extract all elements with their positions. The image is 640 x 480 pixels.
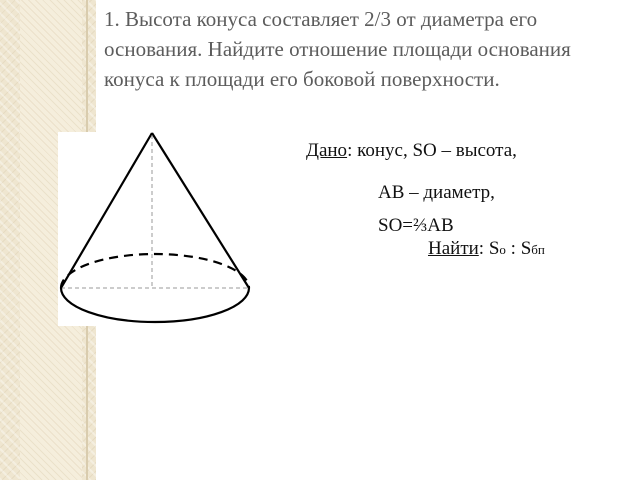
given-line-2: AB – диаметр, (378, 182, 495, 203)
find-separator: : (505, 238, 521, 259)
find-colon: : (478, 238, 489, 259)
problem-statement: 1. Высота конуса составляет 2/3 от диаметра его основания. Найдите отношение площади основания конуса к площади его боковой поверхности. (104, 7, 571, 91)
given-label: Дано (306, 140, 348, 161)
cone-right-generatrix (152, 133, 249, 288)
find-line (428, 238, 545, 260)
find-s2: S (520, 238, 532, 259)
cone-base-front-arc (61, 288, 249, 322)
find-s2-subscript: бп (531, 242, 545, 257)
given-line1-text: : конус, SO – высота, (347, 140, 517, 161)
find-s1-subscript: о (499, 242, 506, 257)
given-line-3: SO=⅔AB (378, 215, 454, 236)
given-line-1 (306, 140, 517, 162)
find-label: Найти (428, 238, 479, 259)
cone-left-generatrix (61, 133, 152, 288)
find-s1: S (488, 238, 500, 259)
cone-base-back-arc (61, 254, 249, 288)
